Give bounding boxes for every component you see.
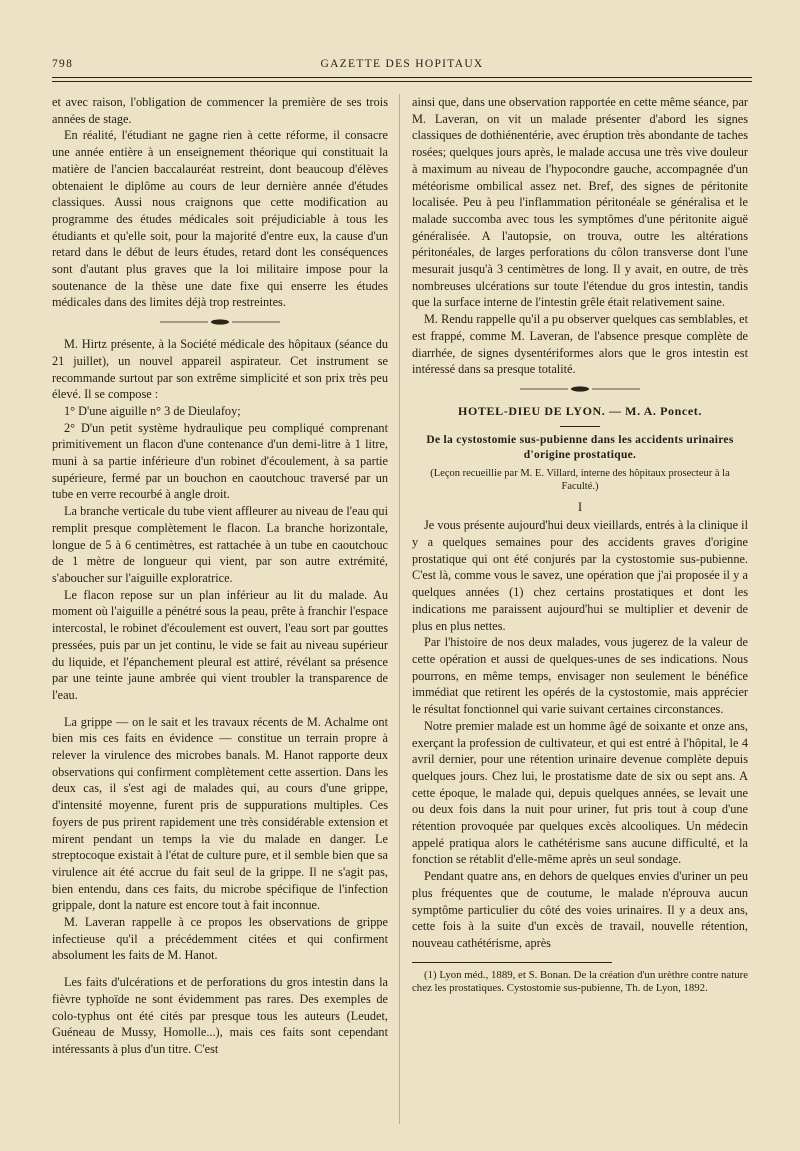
left-column — [52, 94, 388, 1058]
article-title: De la cystostomie sus-pubienne dans les accidents urinaires d'origine prostatique. — [426, 433, 734, 461]
title-rule — [560, 426, 600, 427]
paragraph-gap — [52, 964, 388, 974]
section-ornament — [52, 316, 388, 328]
paragraph: M. Laveran rappelle à ce propos les observations de grippe infectieuse qu'il a précédemment citées et qui confirment absolument les faits de M. Hanot. — [52, 915, 388, 963]
footnote-rule — [412, 962, 612, 963]
header-rule-bottom — [52, 81, 752, 82]
paragraph: et avec raison, l'obligation de commencer la première de ses trois années de stage. — [52, 95, 388, 126]
paragraph: Par l'histoire de nos deux malades, vous jugerez de la valeur de cette opération et aussi de quelques-unes de ses indications. Nous pourrons, en même temps, envisager non seulement le bénéfice immédiat que retirent les opérés de la cystostomie, mais apprécier le résultat fonctionnel qui varie suivant certaines circonstances. — [412, 635, 748, 717]
ornament-rule-icon — [520, 383, 640, 395]
paragraph: ainsi que, dans une observation rapportée en cette même séance, par M. Laveran, on vit un malade présenter d'abord les signes classiques de dothiénentérie, avec éruption très abondante de taches rosées; quelques jours après, le malade accusa une très vive douleur à maximum au niveau de l'hypocondre gauche, accompagnée d'un météorisme ombilical assez net. Bref, des signes de péritonite localisée. Peu à peu l'inflammation péritonéale se généralisa et le malade succomba avec tous les symptômes d'une péritonite aiguë généralisée. A l'autopsie, on trouva, outre les altérations péritonéales, de larges perforations du côlon transverse dont l'une mesurait jusqu'à 3 centimètres de long. Il y avait, en outre, de très nombreuses ulcérations sur toute l'étendue du gros intestin, tandis que la surface interne de l'intestin grêle était relativement saine. — [412, 95, 748, 310]
paragraph: Les faits d'ulcérations et de perforations du gros intestin dans la fièvre typhoïde ne sont évidemment pas rares. Des exemples de colo-typhus ont été cités par presque tous les auteurs (Leudet, Guéneau de Mussy, Homolle...), mais ces faits sont cependant intéressants à plus d'un titre. C'est — [52, 975, 388, 1056]
right-column — [412, 94, 748, 996]
page-number: 798 — [52, 58, 74, 70]
article-credit: (Leçon recueillie par M. E. Villard, interne des hôpitaux prosecteur à la Faculté.) — [430, 467, 730, 492]
paragraph: Pendant quatre ans, en dehors de quelques envies d'uriner un peu plus fréquentes que de coutume, le malade n'éprouva aucun symptôme particulier du côté des voies urinaires. Il y a deux ans, cette fois à la suite d'un excès de travail, nouvelle rétention, nouveau cathétérisme, après — [412, 869, 748, 950]
paragraph: 1° D'une aiguille n° 3 de Dieulafoy; — [64, 403, 241, 418]
paragraph: Je vous présente aujourd'hui deux vieillards, entrés à la clinique il y a quelques semaines pour des accidents graves d'origine prostatique qui ont été conjurés par la cystostomie sus-pubienne. C'est là, comme vous le savez, une opération que j'ai proposée il y a quelques années (1) chez certains prostatiques et dont les indications me paraissent aujourd'hui se multiplier et devenir de plus en plus nettes. — [412, 518, 748, 633]
paragraph: Le flacon repose sur un plan inférieur au lit du malade. Au moment où l'aiguille a pénétré sous la peau, prête à franchir l'espace intercostal, le robinet d'écoulement est ouvert, l'eau sort par gouttes pressées, puis par un jet continu, le vide se fait au niveau supérieur du liquide, et l'épanchement pleural est attiré, révélant sa présence par une teinte jaune ambrée qui vient troubler la transparence de l'eau. — [52, 587, 388, 702]
paragraph: M. Hirtz présente, à la Société médicale des hôpitaux (séance du 21 juillet), un nouvel appareil aspirateur. Cet instrument se recommande surtout par son extrême simplicité et son prix très peu élevé. Il se compose : — [52, 337, 388, 402]
footnote: (1) Lyon méd., 1889, et S. Bonan. De la création d'un urèthre contre nature chez les prostatiques. Cystostomie sus-pubienne, Th. de Lyon, 1892. — [412, 968, 748, 995]
paragraph: En réalité, l'étudiant ne gagne rien à cette réforme, il consacre une année entière à un enseignement théorique qui constituait la matière de l'ancien baccalauréat restreint, dont beaucoup d'élèves obtenaient le diplôme au cours de leur dernière année d'études classiques. Aussi nous craignons que cette modification au programme des études médicales soit préjudiciable à tous les étudiants et qu'elle soit, pour la majorité d'entre eux, la cause d'un retard dans le début de leurs études, retard dont les conséquences sont d'autant plus graves que la loi militaire impose pour la soutenance de la thèse une date fixe qui enserre les études médicales dans des limites déjà trop restreintes. — [52, 128, 388, 310]
column-divider — [399, 94, 401, 1124]
paragraph: 2° D'un petit système hydraulique peu compliqué comprenant primitivement un flacon d'une contenance d'un demi-litre à 1 litre, muni à sa partie inférieure d'un robinet d'écoulement, à sa partie supérieure, fermé par un bouchon en caoutchouc traversé par un tube en verre recourbé à angle droit. — [52, 420, 388, 502]
paragraph-gap — [52, 704, 388, 714]
section-ornament — [412, 383, 748, 395]
paragraph: M. Rendu rappelle qu'il a pu observer quelques cas semblables, et est frappé, comme M. Laveran, de l'absence presque complète de diarrhée, de signes dysentériformes alors que le gros intestin est intéressé dans sa presque totalité. — [412, 312, 748, 377]
paragraph: Notre premier malade est un homme âgé de soixante et onze ans, exerçant la profession de cultivateur, et qui est entré à l'hôpital, le 4 avril dernier, pour une rétention urinaire devenue complète depuis quelques jours. Chez lui, le prostatisme date de six ou sept ans. A cette époque, le malade qui, depuis quelques années, se levait une ou deux fois dans la nuit pour uriner, fut pris tout à coup d'une rétention provoquée par quelques excès alcooliques. Un médecin appelé pratiqua alors le cathétérisme sans aucune difficulté, et la fonction se rétablit d'elle-même après un seul sondage. — [412, 718, 748, 867]
page-header — [52, 58, 752, 74]
header-rule-top — [52, 77, 752, 78]
ornament-rule-icon — [160, 316, 280, 328]
section-title: HOTEL-DIEU DE LYON. — M. A. Poncet. — [458, 403, 702, 418]
journal-title: GAZETTE DES HOPITAUX — [320, 58, 484, 70]
section-number: I — [577, 499, 583, 514]
paragraph: La grippe — on le sait et les travaux récents de M. Achalme ont bien mis ces faits en évidence — constitue un terrain propre à relever la virulence des microbes banals. M. Hanot rapporte deux observations qui confirment complètement cette assertion. Dans les deux cas, il s'est agi de malades qui, au cours d'une grippe, d'intensité moyenne, furent pris de suppurations multiples. Ces foyers de pus prirent rapidement une très considérable extension et mirent pendant un temps la vie du malade en danger. Le streptocoque existait à l'état de culture pure, et il semble bien que sa virulence ait été accrue du fait seul de la grippe. Il ne s'agit pas, bien entendu, dans ces faits, du microbe spécifique de l'infection grippale, dont la nature est encore tout à fait inconnue. — [52, 714, 388, 913]
paragraph: La branche verticale du tube vient affleurer au niveau de l'eau qui remplit presque complètement le flacon. La branche horizontale, longue de 5 à 6 centimètres, est rattachée à un tube en caoutchouc de 1 mètre de longueur qui vient, par son autre extrémité, s'aboucher sur l'aiguille exploratrice. — [52, 504, 388, 585]
